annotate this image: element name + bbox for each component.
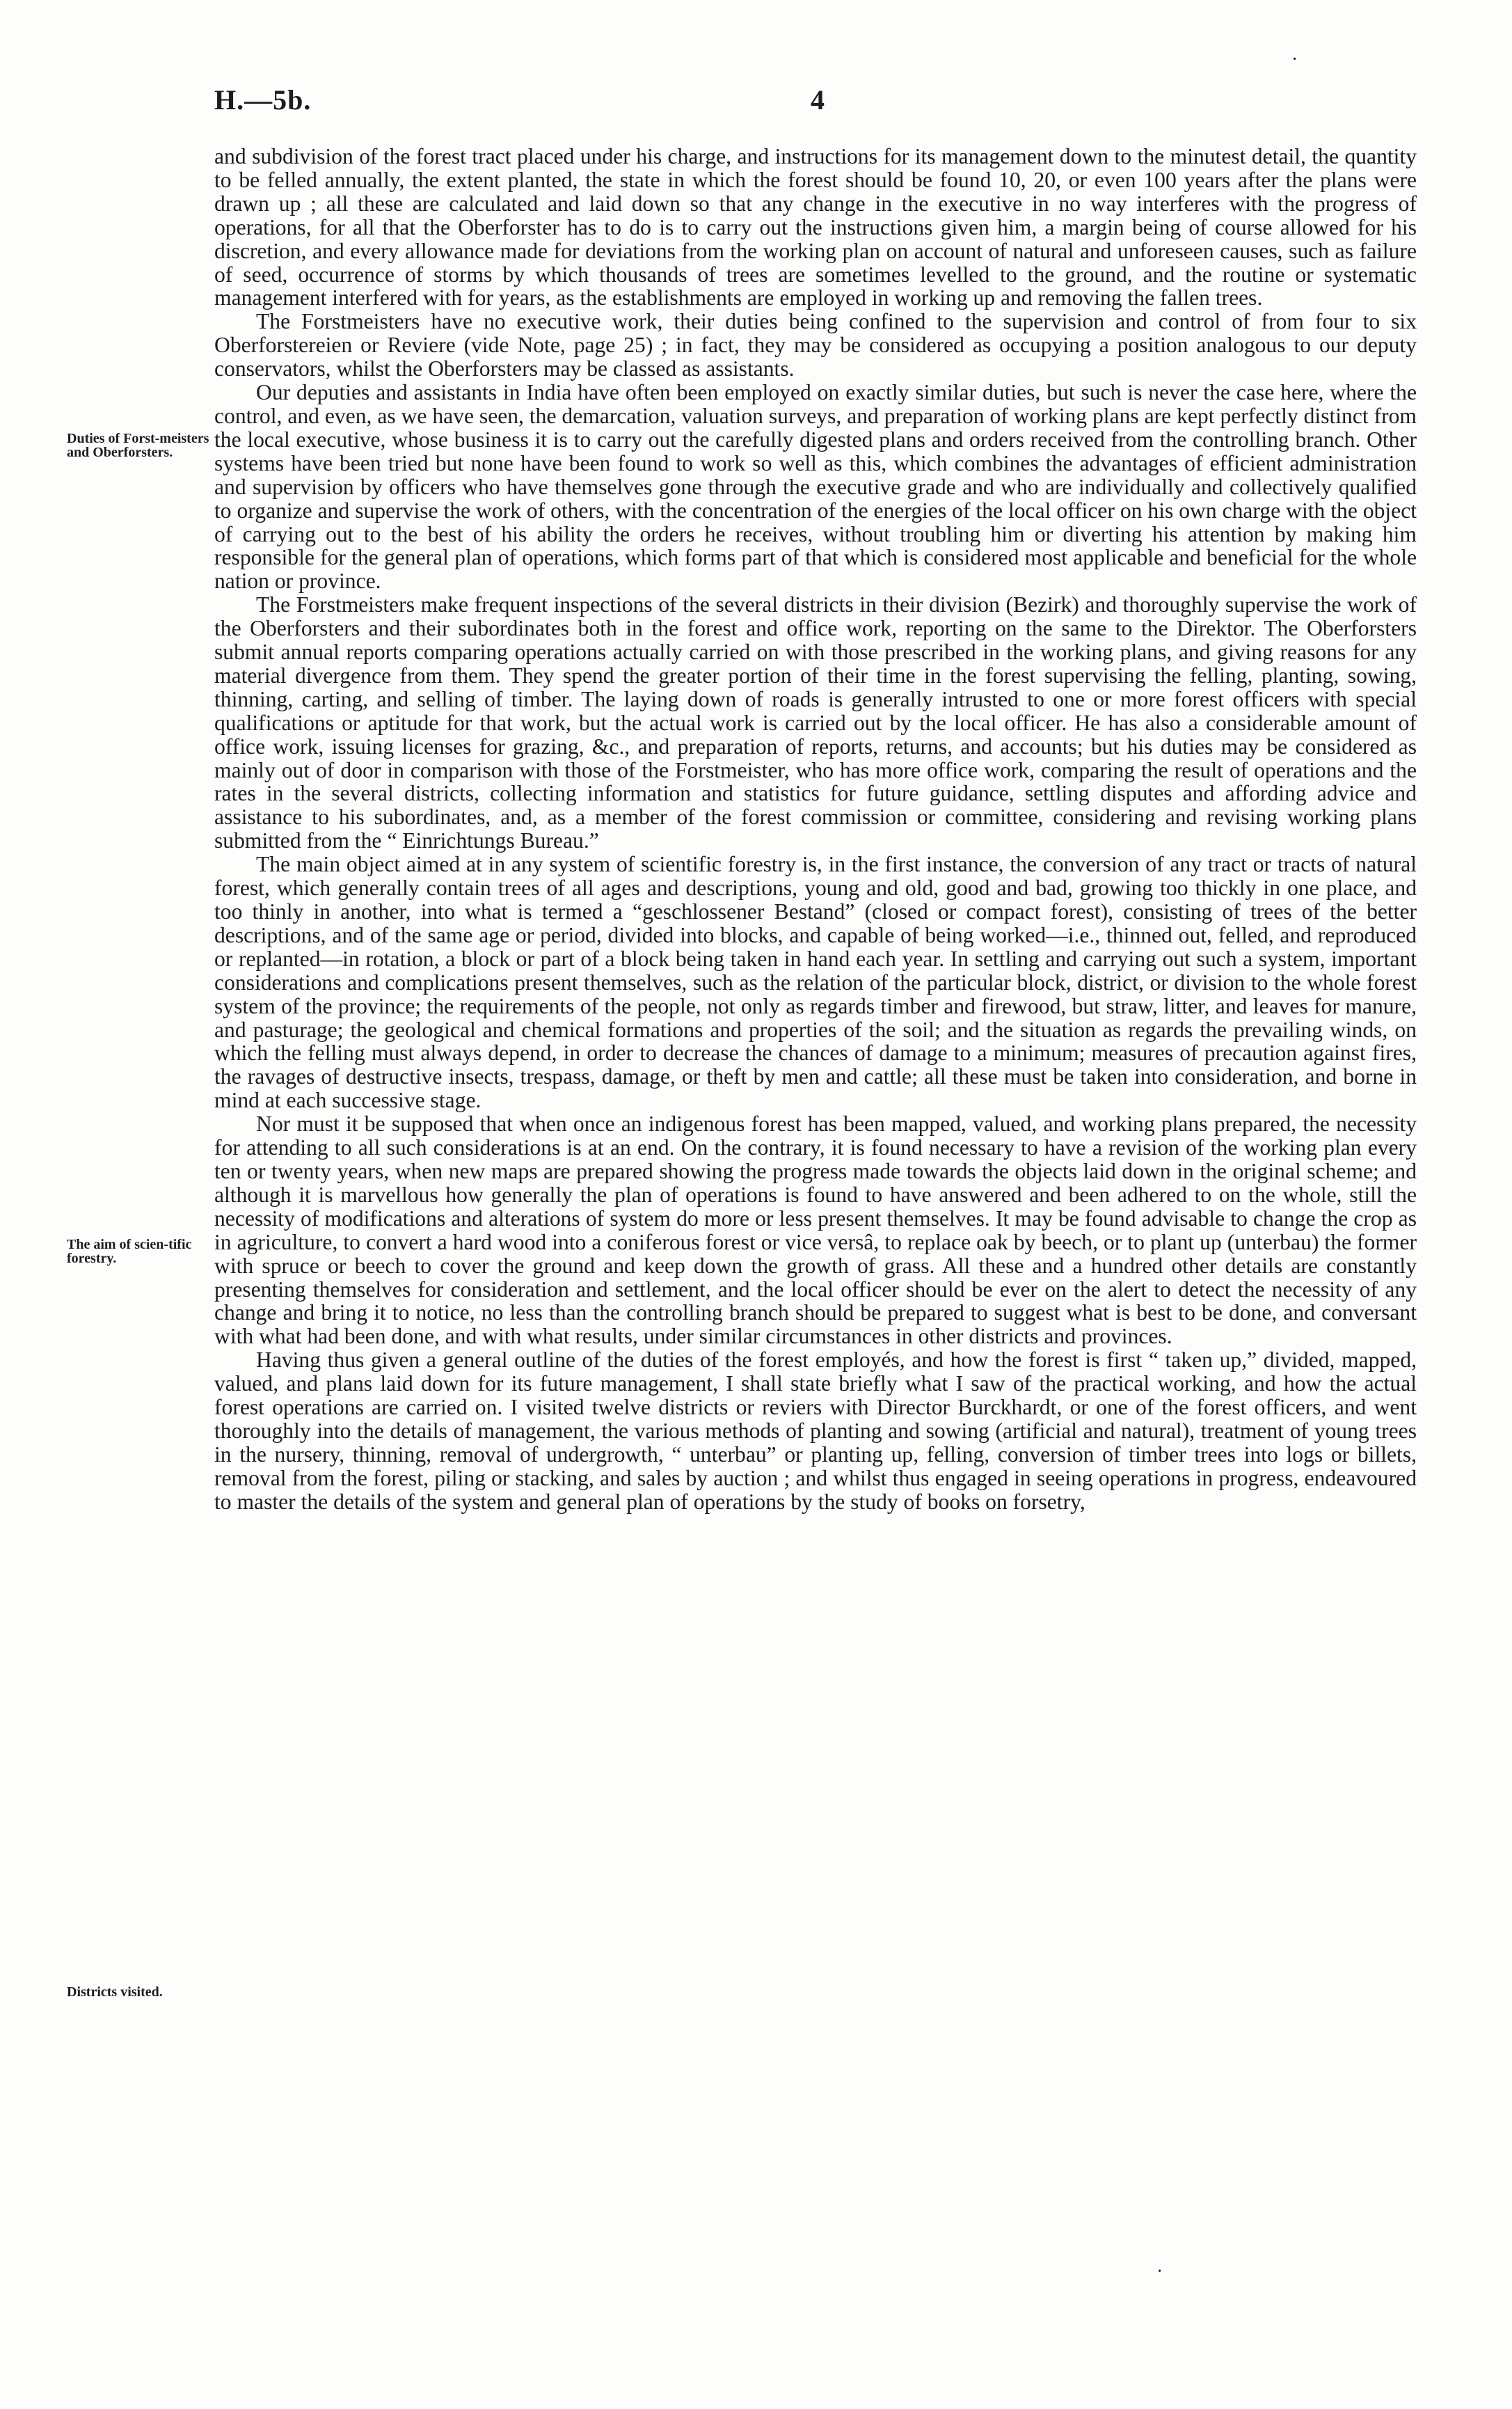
- sidenote-forstmeisters: Duties of Forst-meisters and Oberforsters.: [67, 431, 209, 460]
- paragraph: The Forstmeisters have no executive work, their duties being confined to the supervision and control of from four to six Oberforstereien or Reviere (vide Note, page 25) ; in fact, they may be considered as occupying a position analogous to our deputy conservators, whilst the Oberforsters may be classed as assistants.: [214, 309, 1417, 381]
- paragraph: The main object aimed at in any system of scientific forestry is, in the first instance, the conversion of any tract or tracts of natural forest, which generally contain trees of all ages and descriptions, young and old, good and bad, growing too thickly in one place, and too thinly in another, into what is termed a “geschlossener Bestand” (closed or compact forest), consisting of trees of the better descriptions, and of the same age or period, divided into blocks, and capable of being worked—i.e., thinned out, felled, and reproduced or replanted—in rotation, a block or part of a block being taken in hand each year. In settling and carrying out such a system, important considerations and complications present themselves, such as the relation of the particular block, district, or division to the whole forest system of the province; the requirements of the people, not only as regards timber and firewood, but straw, litter, and leaves for manure, and pasturage; the geological and chemical formations and properties of the soil; and the situation as regards the prevailing winds, on which the felling must always depend, in order to decrease the chances of damage to a minimum; measures of precaution against fires, the ravages of destructive insects, trespass, damage, or theft by men and cattle; all these must be taken into consideration, and borne in mind at each successive stage.: [214, 852, 1417, 1113]
- sidenote-districts: Districts visited.: [67, 1984, 163, 2000]
- speck-mark: ·: [1156, 2261, 1163, 2282]
- paragraph: and subdivision of the forest tract placed under his charge, and instructions for its management down to the minutest detail, the quantity to be felled annually, the extent planted, the state in which the forest should be found 10, 20, or even 100 years after the plans were drawn up ; all these are calculated and laid down so that any change in the executive in no way interferes with the progress of operations, for all that the Oberforster has to do is to carry out the instructions given him, a margin being of course allowed for his discretion, and every allowance made for deviations from the working plan on account of natural and unforeseen causes, such as failure of seed, occurrence of storms by which thousands of trees are sometimes levelled to the ground, and the routine or systematic management interfered with for years, as the establishments are employed in working up and removing the fallen trees.: [214, 144, 1417, 310]
- page-number: 4: [811, 84, 825, 116]
- sidenote-aim: The aim of scien-tific forestry.: [67, 1237, 192, 1266]
- page-reference: H.—5b.: [214, 84, 312, 116]
- body-text: [214, 145, 1417, 1514]
- paragraph: Having thus given a general outline of the duties of the forest employés, and how the forest is first “ taken up,” divided, mapped, valued, and plans laid down for its future management, I shall state briefly what I saw of the practical working, and how the actual forest operations are carried on. I visited twelve districts or reviers with Director Burckhardt, or one of the forest officers, and went thoroughly into the details of management, the various methods of planting and sowing (artificial and natural), treatment of young trees in the nursery, thinning, removal of undergrowth, “ unterbau” or planting up, felling, conversion of timber trees into logs or billets, removal from the forest, piling or stacking, and sales by auction ; and whilst thus engaged in seeing operations in progress, endeavoured to master the details of the system and general plan of operations by the study of books on forsetry,: [214, 1348, 1417, 1514]
- paragraph: The Forstmeisters make frequent inspections of the several districts in their division (Bezirk) and thoroughly supervise the work of the Oberforsters and their subordinates both in the forest and office work, reporting on the same to the Direktor. The Oberforsters submit annual reports comparing operations actually carried on with those prescribed in the working plans, and giving reasons for any material divergence from them. They spend the greater portion of their time in the forest supervising the felling, planting, sowing, thinning, carting, and selling of timber. The laying down of roads is generally intrusted to one or more forest officers with special qualifications or aptitude for that work, but the actual work is carried out by the local officer. He has also a considerable amount of office work, issuing licenses for grazing, &c., and preparation of reports, returns, and accounts; but his duties may be considered as mainly out of door in comparison with those of the Forstmeister, who has more office work, comparing the result of operations and the rates in the several districts, collecting information and statistics for future guidance, settling disputes and affording advice and assistance to his subordinates, and, as a member of the forest commission or committee, considering and revising working plans submitted from the “ Einrichtungs Bureau.”: [214, 592, 1417, 853]
- paragraph: Nor must it be supposed that when once an indigenous forest has been mapped, valued, and working plans prepared, the necessity for attending to all such considerations is at an end. On the contrary, it is found necessary to have a revision of the working plan every ten or twenty years, when new maps are prepared showing the progress made towards the objects laid down in the original scheme; and although it is marvellous how generally the plan of operations is found to have answered and been adhered to on the whole, still the necessity of modifications and alterations of system do more or less present themselves. It may be found advisable to change the crop as in agriculture, to convert a hard wood into a coniferous forest or vice versâ, to replace oak by beech, or to plant up (unterbau) the former with spruce or beech to cover the ground and keep down the growth of grass. All these and a hundred other details are constantly presenting themselves for consideration and settlement, and the local officer should be ever on the alert to detect the necessity of any change and bring it to notice, no less than the controlling branch should be prepared to suggest what is best to be done, and conversant with what had been done, and with what results, under similar circumstances in other districts and provinces.: [214, 1112, 1417, 1349]
- speck-mark: ·: [1291, 49, 1298, 70]
- paragraph: Our deputies and assistants in India have often been employed on exactly similar duties, but such is never the case here, where the control, and even, as we have seen, the demarcation, valuation surveys, and preparation of working plans are kept perfectly distinct from the local executive, whose business it is to carry out the carefully digested plans and orders received from the controlling branch. Other systems have been tried but none have been found to work so well as this, which combines the advantages of efficient administration and supervision by officers who have themselves gone through the executive grade and who are individually and collectively qualified to organize and supervise the work of others, with the concentration of the energies of the local officer on his own charge with the object of carrying out to the best of his ability the orders he receives, without troubling him or diverting his attention by making him responsible for the general plan of operations, which forms part of that which is considered most applicable and beneficial for the whole nation or province.: [214, 380, 1417, 594]
